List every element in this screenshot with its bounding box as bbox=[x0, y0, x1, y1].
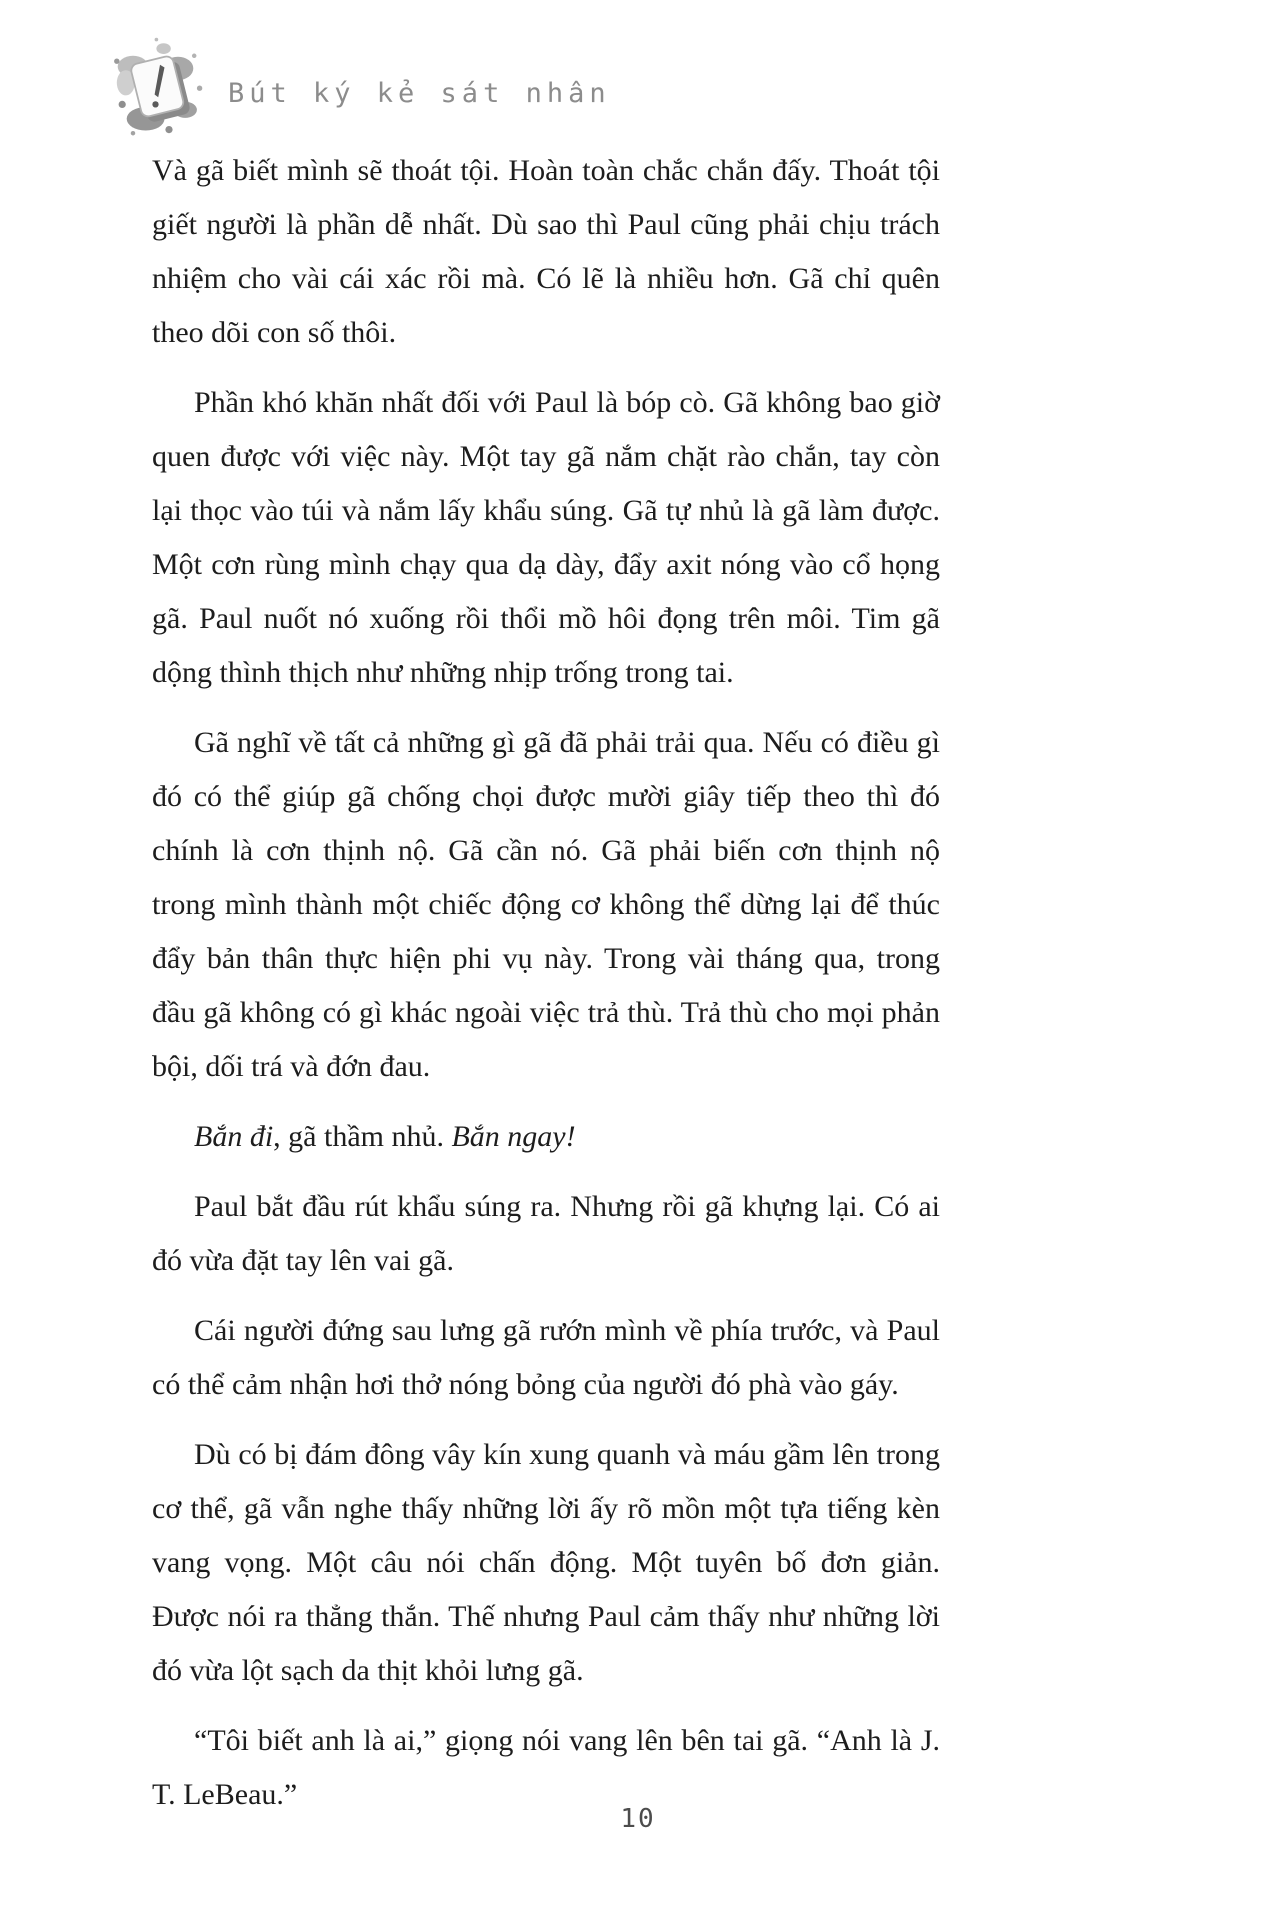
text: Cái người đứng sau lưng gã rướn mình về phía trước, và Paul có thể cảm nhận hơi thở nóng bỏng của người đó phà vào gáy. bbox=[152, 1314, 940, 1401]
paragraph bbox=[152, 1110, 940, 1164]
page-number: 10 bbox=[620, 1804, 656, 1834]
book-title: Bút ký kẻ sát nhân bbox=[228, 77, 611, 109]
text: “Tôi biết anh là ai,” giọng nói vang lên bên tai gã. “Anh là J. T. LeBeau.” bbox=[152, 1724, 940, 1811]
text: Gã nghĩ về tất cả những gì gã đã phải trải qua. Nếu có điều gì đó có thể giúp gã chống chọi được mười giây tiếp theo thì đó chính là cơn thịnh nộ. Gã cần nó. Gã phải biến cơn thịnh nộ trong mình thành một chiếc động cơ không thể dừng lại để thúc đẩy bản thân thực hiện phi vụ này. Trong vài tháng qua, trong đầu gã không có gì khác ngoài việc trả thù. Trả thù cho mọi phản bội, dối trá và đớn đau. bbox=[152, 726, 940, 1083]
text: Dù có bị đám đông vây kín xung quanh và máu gầm lên trong cơ thể, gã vẫn nghe thấy những lời ấy rõ mồn một tựa tiếng kèn vang vọng. Một câu nói chấn động. Một tuyên bố đơn giản. Được nói ra thẳng thắn. Thế nhưng Paul cảm thấy như những lời đó vừa lột sạch da thịt khỏi lưng gã. bbox=[152, 1438, 940, 1687]
body-text bbox=[152, 144, 940, 1822]
text: , gã thầm nhủ. bbox=[273, 1120, 452, 1153]
text: Paul bắt đầu rút khẩu súng ra. Nhưng rồi gã khựng lại. Có ai đó vừa đặt tay lên vai gã. bbox=[152, 1190, 940, 1277]
paragraph bbox=[152, 716, 940, 1094]
italic-text: Bắn ngay! bbox=[451, 1120, 576, 1153]
paragraph bbox=[152, 376, 940, 700]
paragraph bbox=[152, 144, 940, 360]
text: Và gã biết mình sẽ thoát tội. Hoàn toàn chắc chắn đấy. Thoát tội giết người là phần dễ nhất. Dù sao thì Paul cũng phải chịu trách nhiệm cho vài cái xác rồi mà. Có lẽ là nhiều hơn. Gã chỉ quên theo dõi con số thôi. bbox=[152, 154, 940, 349]
notebook-splatter-icon bbox=[106, 36, 214, 144]
paragraph bbox=[152, 1428, 940, 1698]
page-header bbox=[106, 36, 611, 144]
paragraph bbox=[152, 1304, 940, 1412]
italic-text: Bắn đi bbox=[194, 1120, 274, 1153]
paragraph bbox=[152, 1180, 940, 1288]
text: Phần khó khăn nhất đối với Paul là bóp cò. Gã không bao giờ quen được với việc này. Một tay gã nắm chặt rào chắn, tay còn lại thọc vào túi và nắm lấy khẩu súng. Gã tự nhủ là gã làm được. Một cơn rùng mình chạy qua dạ dày, đẩy axit nóng vào cổ họng gã. Paul nuốt nó xuống rồi thổi mồ hôi đọng trên môi. Tim gã dộng thình thịch như những nhịp trống trong tai. bbox=[152, 386, 940, 689]
